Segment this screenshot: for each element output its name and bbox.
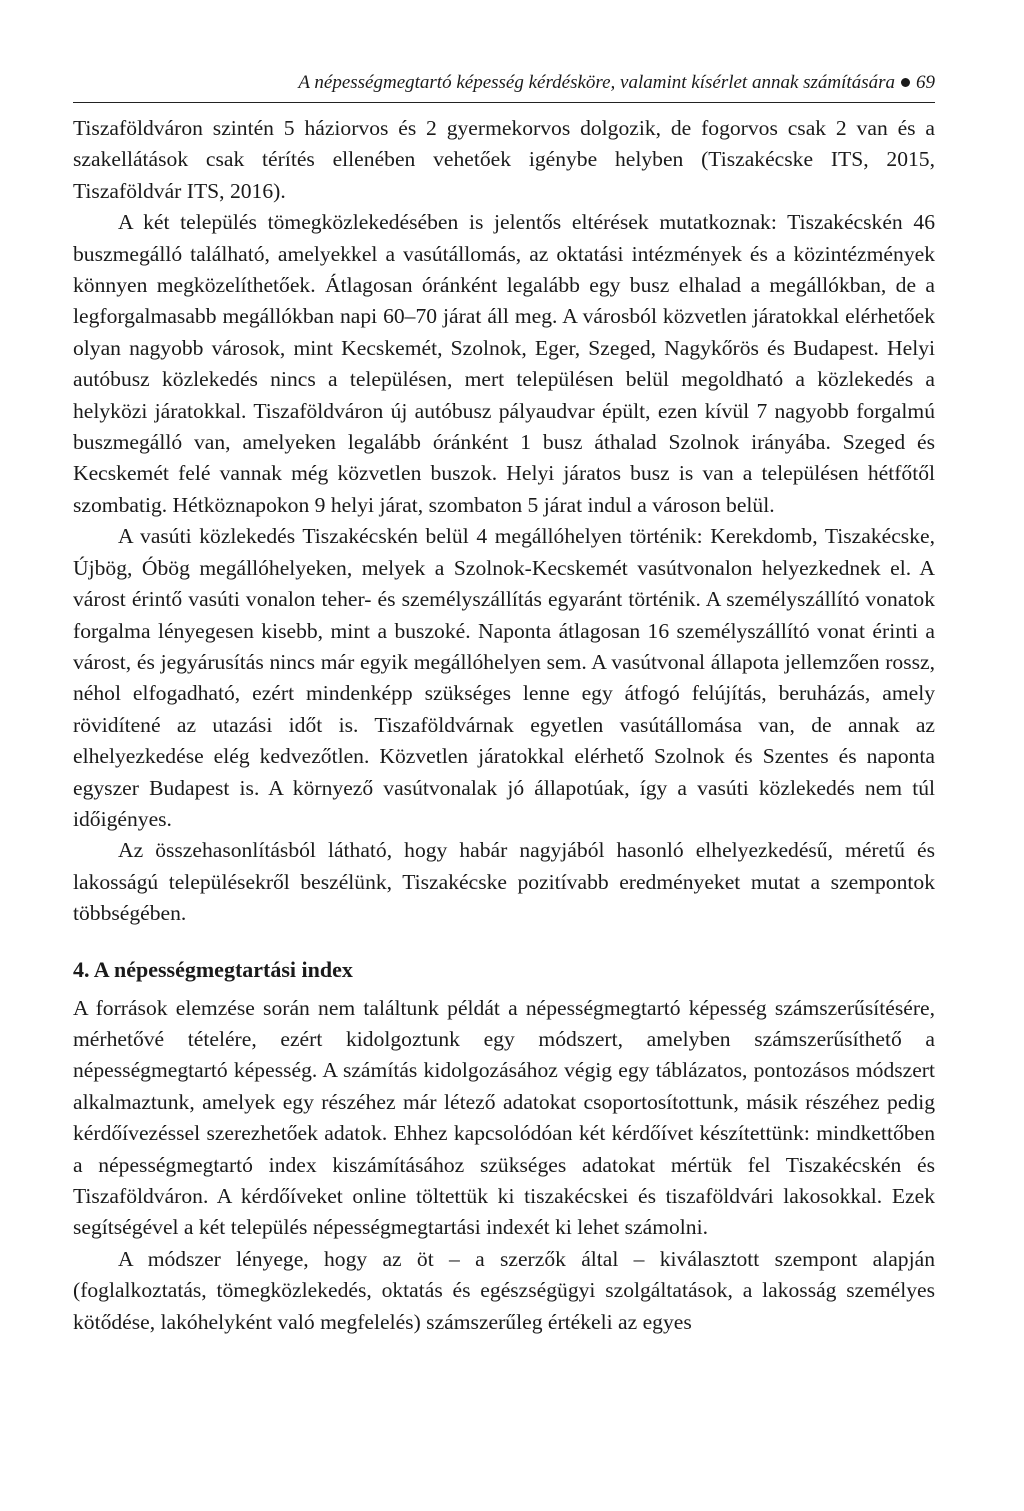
- paragraph-method-essence: A módszer lényege, hogy az öt – a szerzők által – kiválasztott szempont alapján (foglalkoztatás, tömegközlekedés, oktatás és egészségügyi szolgáltatások, a lakosság személyes kötődése, lakóhelyként való megfelelés) számszerűleg értékeli az egyes: [73, 1246, 935, 1334]
- running-header: [73, 70, 935, 103]
- paragraph-comparison-summary: Az összehasonlításból látható, hogy habár nagyjából hasonló elhelyezkedésű, méretű és lakosságú településekről beszélünk, Tiszakécske pozitívabb eredményeket mutat a szempontok többségében.: [73, 838, 935, 926]
- page-number: 69: [916, 72, 935, 93]
- running-title: A népességmegtartó képesség kérdésköre, valamint kísérlet annak számítására: [298, 72, 895, 93]
- section-heading: 4. A népességmegtartási index: [73, 956, 353, 982]
- paragraph-rail-transport: A vasúti közlekedés Tiszakécskén belül 4 megállóhelyen történik: Kerekdomb, Tiszakécske, Újbög, Óbög megállóhelyeken, melyek a Szolnok-Kecskemét vasútvonalon helyezkednek el. A várost érintő vasúti vonalon teher- és személyszállítás egyaránt történik. A személyszállító vonatok forgalma lényegesen kisebb, mint a buszoké. Naponta átlagosan 16 személyszállító vonat érinti a várost, és jegyárusítás nincs már egyik megállóhelyen sem. A vasútvonal állapota jellemzően rossz, néhol elfogadható, ezért mindenképp szükséges lenne egy átfogó felújítás, beruházás, amely rövidítené az utazási időt is. Tiszaföldvárnak egyetlen vasútállomása van, de annak az elhelyezkedése elég kedvezőtlen. Közvetlen járatokkal elérhető Szolnok és Szentes és naponta egyszer Budapest is. A környező vasútvonalak jó állapotúak, így a vasúti közlekedés nem túl időigényes.: [73, 524, 935, 831]
- paragraph-method-intro: A források elemzése során nem találtunk példát a népességmegtartó képesség számszerűsítésére, mérhetővé tételére, ezért kidolgoztunk egy módszert, amelyben számszerűsíthető a népességmegtartó képesség. A számítás kidolgozásához végig egy táblázatos, pontozásos módszert alkalmaztunk, amelyek egy részéhez már létező adatokat csoportosítottunk, másik részéhez pedig kérdőívezéssel szerezhetőek adatok. Ehhez kapcsolódóan két kérdőívet készítettünk: mindkettőben a népességmegtartó index kiszámításához szükséges adatokat mértük fel Tiszakécskén és Tiszaföldváron. A kérdőíveket online töltettük ki tiszakécskei és tiszaföldvári lakosokkal. Ezek segítségével a két település népességmegtartási indexét ki lehet számolni.: [73, 995, 935, 1240]
- document-page: [73, 70, 935, 1338]
- paragraph-bus-transport: A két település tömegközlekedésében is jelentős eltérések mutatkoznak: Tiszakécskén 46 buszmegálló található, amelyekkel a vasútállomás, az oktatási intézmények és a közintézmények könnyen megközelíthetőek. Átlagosan óránként legalább egy busz elhalad a megállókban, de a legforgalmasabb megállókban napi 60–70 járat áll meg. A városból közvetlen járatokkal elérhetőek olyan nagyobb városok, mint Kecskemét, Szolnok, Eger, Szeged, Nagykőrös és Budapest. Helyi autóbusz közlekedés nincs a településen, mert településen belül megoldható a közlekedés a helyközi járatokkal. Tiszaföldváron új autóbusz pályaudvar épült, ezen kívül 7 nagyobb forgalmú buszmegálló van, amelyeken legalább óránként 1 busz áthalad Szolnok irányába. Szeged és Kecskemét felé vannak még közvetlen buszok. Helyi járatos busz is van a településen hétfőtől szombatig. Hétköznapokon 9 helyi járat, szombaton 5 járat indul a városon belül.: [73, 210, 935, 517]
- bullet-separator-icon: [901, 78, 910, 87]
- paragraph-healthcare: Tiszaföldváron szintén 5 háziorvos és 2 gyermekorvos dolgozik, de fogorvos csak 2 van és a szakellátások csak térítés ellenében vehetőek igénybe helyben (Tiszakécske ITS, 2015, Tiszaföldvár ITS, 2016).: [73, 116, 935, 203]
